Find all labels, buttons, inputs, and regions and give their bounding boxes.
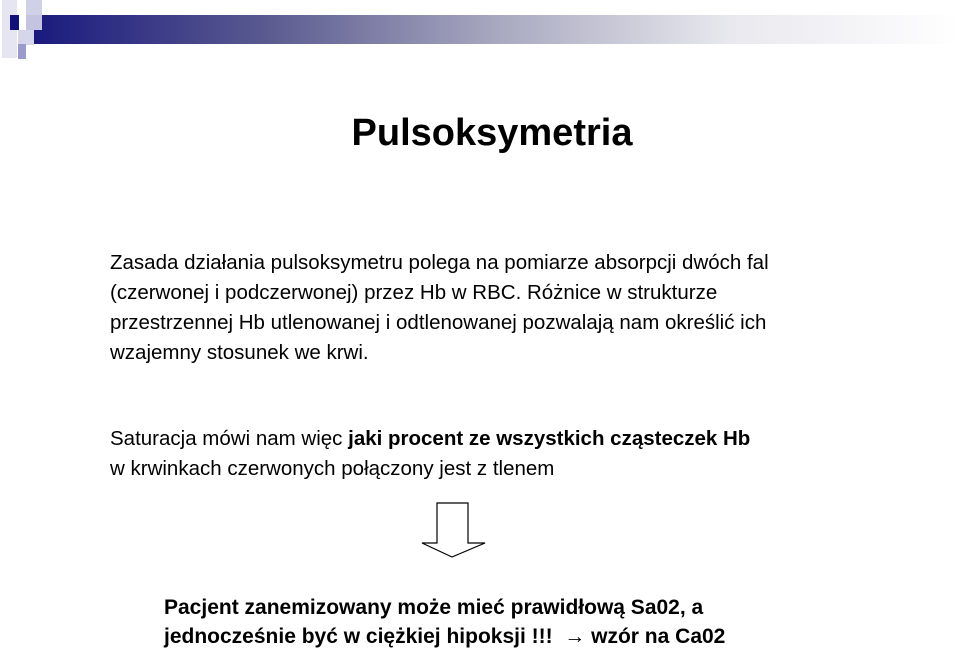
paragraph-principle bbox=[110, 248, 890, 368]
text-line: wzajemny stosunek we krwi. bbox=[110, 341, 369, 364]
text-line bbox=[110, 424, 890, 454]
text: wzór na Ca02 bbox=[591, 625, 726, 648]
text-line bbox=[164, 622, 944, 651]
bold-text: jaki procent ze wszystkich cząsteczek Hb bbox=[348, 427, 751, 450]
paragraph-saturation bbox=[110, 424, 890, 484]
text: Saturacja mówi nam więc bbox=[110, 427, 349, 450]
text-line: (czerwonej i podczerwonej) przez Hb w RBC. Różnice w strukturze bbox=[110, 281, 718, 304]
text-line: Pacjent zanemizowany może mieć prawidłową Sa02, a bbox=[164, 596, 704, 619]
conclusion bbox=[164, 593, 944, 651]
right-arrow-icon: → bbox=[564, 625, 586, 648]
decor-square bbox=[10, 15, 19, 30]
text-line: przestrzennej Hb utlenowanej i odtlenowanej pozwalają nam określić ich bbox=[110, 311, 767, 334]
decor-square bbox=[18, 44, 26, 59]
text-line: Zasada działania pulsoksymetru polega na pomiarze absorpcji dwóch fal bbox=[110, 251, 769, 274]
decor-square bbox=[26, 15, 42, 30]
down-arrow-icon bbox=[420, 500, 490, 560]
decor-square bbox=[18, 30, 34, 45]
text-line: w krwinkach czerwonych połączony jest z tlenem bbox=[110, 457, 555, 480]
header-gradient-bar bbox=[34, 15, 960, 44]
slide-title: Pulsoksymetria bbox=[351, 112, 633, 154]
text: jednocześnie być w ciężkiej hipoksji !!! bbox=[164, 625, 553, 648]
